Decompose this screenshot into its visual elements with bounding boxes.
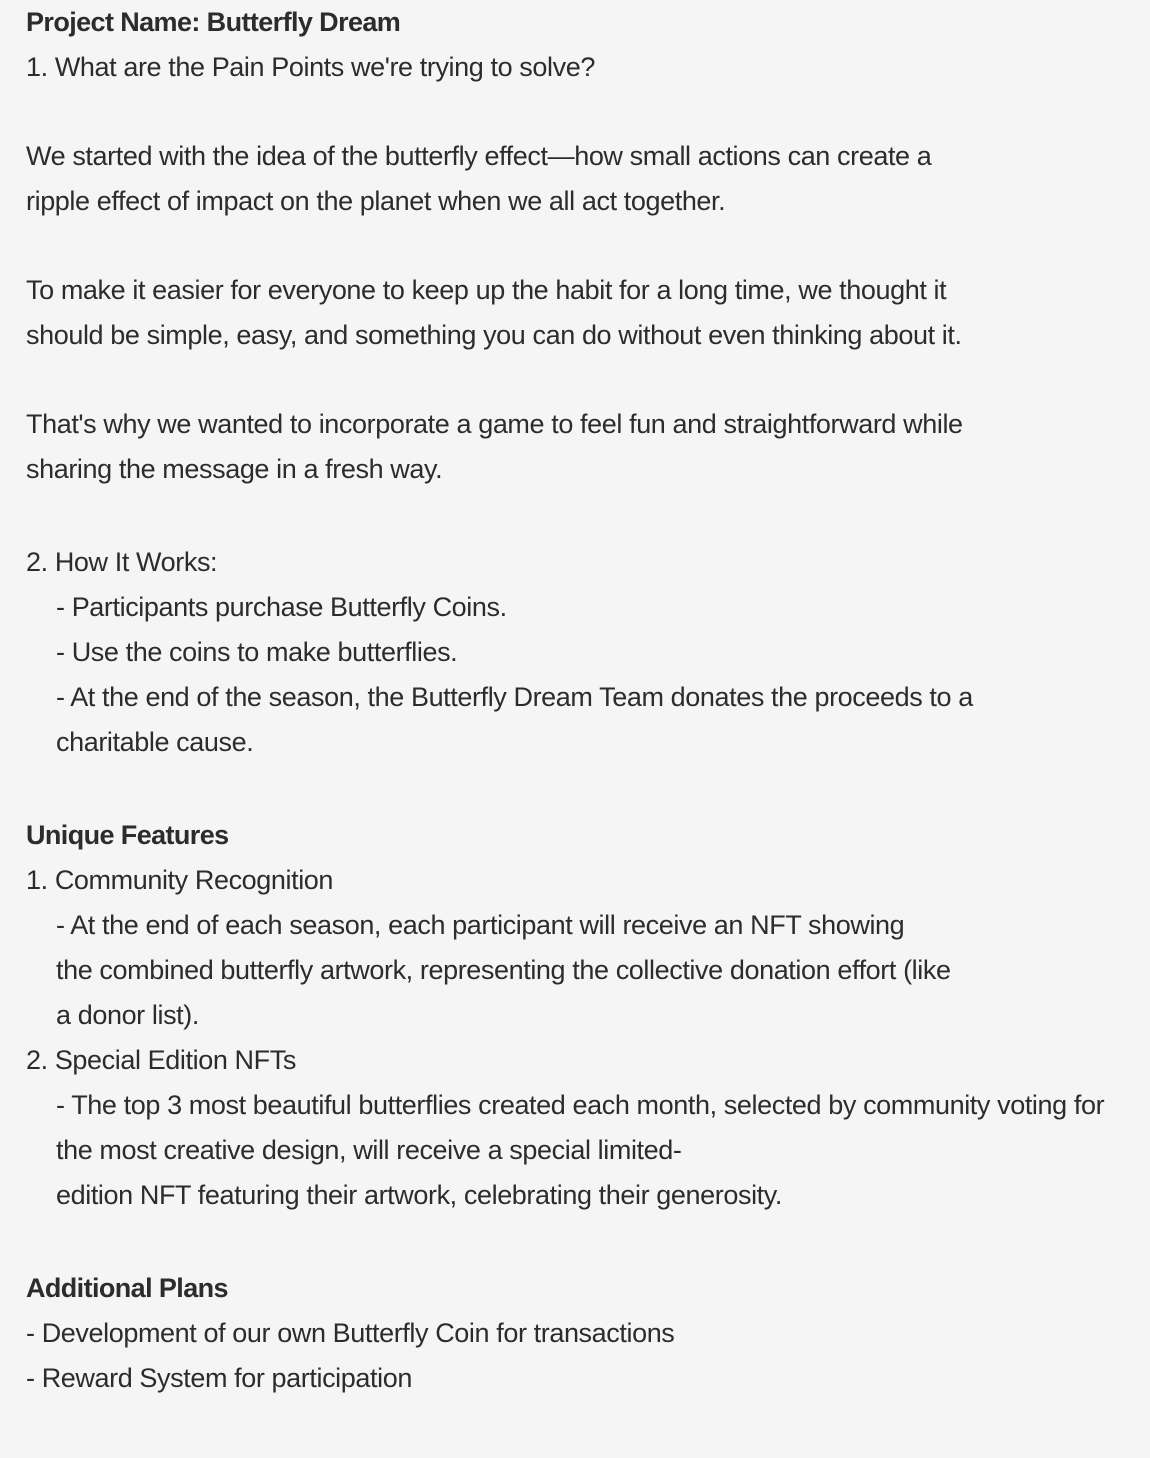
- unique-features-heading: Unique Features: [26, 820, 229, 850]
- how-it-works-item-3: - At the end of the season, the Butterfly Dream Team donates the proceeds to a: [56, 682, 973, 712]
- spacer: [26, 765, 1126, 813]
- feature-2-title: 2. Special Edition NFTs: [26, 1045, 296, 1075]
- spacer: [26, 492, 1126, 540]
- feature-1-title: 1. Community Recognition: [26, 865, 334, 895]
- paragraph-1-line-2: ripple effect of impact on the planet when we all act together.: [26, 186, 726, 216]
- question-pain-points: 1. What are the Pain Points we're trying to solve?: [26, 52, 595, 82]
- feature-2-line-1: - The top 3 most beautiful butterflies created each month, selected by community voting for: [56, 1090, 1105, 1120]
- additional-plan-2: - Reward System for participation: [26, 1363, 412, 1393]
- feature-1-line-2: the combined butterfly artwork, representing the collective donation effort (like: [56, 955, 951, 985]
- spacer: [26, 1218, 1126, 1266]
- how-it-works-item-3-cont: charitable cause.: [56, 727, 254, 757]
- project-name-line: Project Name: Butterfly Dream: [26, 7, 401, 37]
- spacer: [26, 224, 1126, 268]
- feature-2-line-3: edition NFT featuring their artwork, celebrating their generosity.: [56, 1180, 782, 1210]
- additional-plans-heading: Additional Plans: [26, 1273, 228, 1303]
- how-it-works-heading: 2. How It Works:: [26, 547, 218, 577]
- paragraph-2-line-2: should be simple, easy, and something you can do without even thinking about it.: [26, 320, 962, 350]
- feature-1-line-3: a donor list).: [56, 1000, 199, 1030]
- paragraph-3-line-1: That's why we wanted to incorporate a game to feel fun and straightforward while: [26, 409, 963, 439]
- how-it-works-item-2: - Use the coins to make butterflies.: [56, 637, 458, 667]
- paragraph-1-line-1: We started with the idea of the butterfly effect—how small actions can create a: [26, 141, 932, 171]
- additional-plan-1: - Development of our own Butterfly Coin for transactions: [26, 1318, 675, 1348]
- paragraph-3-line-2: sharing the message in a fresh way.: [26, 454, 443, 484]
- how-it-works-item-1: - Participants purchase Butterfly Coins.: [56, 592, 507, 622]
- feature-1-line-1: - At the end of each season, each participant will receive an NFT showing: [56, 910, 905, 940]
- spacer: [26, 90, 1126, 134]
- spacer: [26, 358, 1126, 402]
- feature-2-line-2: the most creative design, will receive a special limited-: [56, 1135, 682, 1165]
- paragraph-2-line-1: To make it easier for everyone to keep up the habit for a long time, we thought it: [26, 275, 947, 305]
